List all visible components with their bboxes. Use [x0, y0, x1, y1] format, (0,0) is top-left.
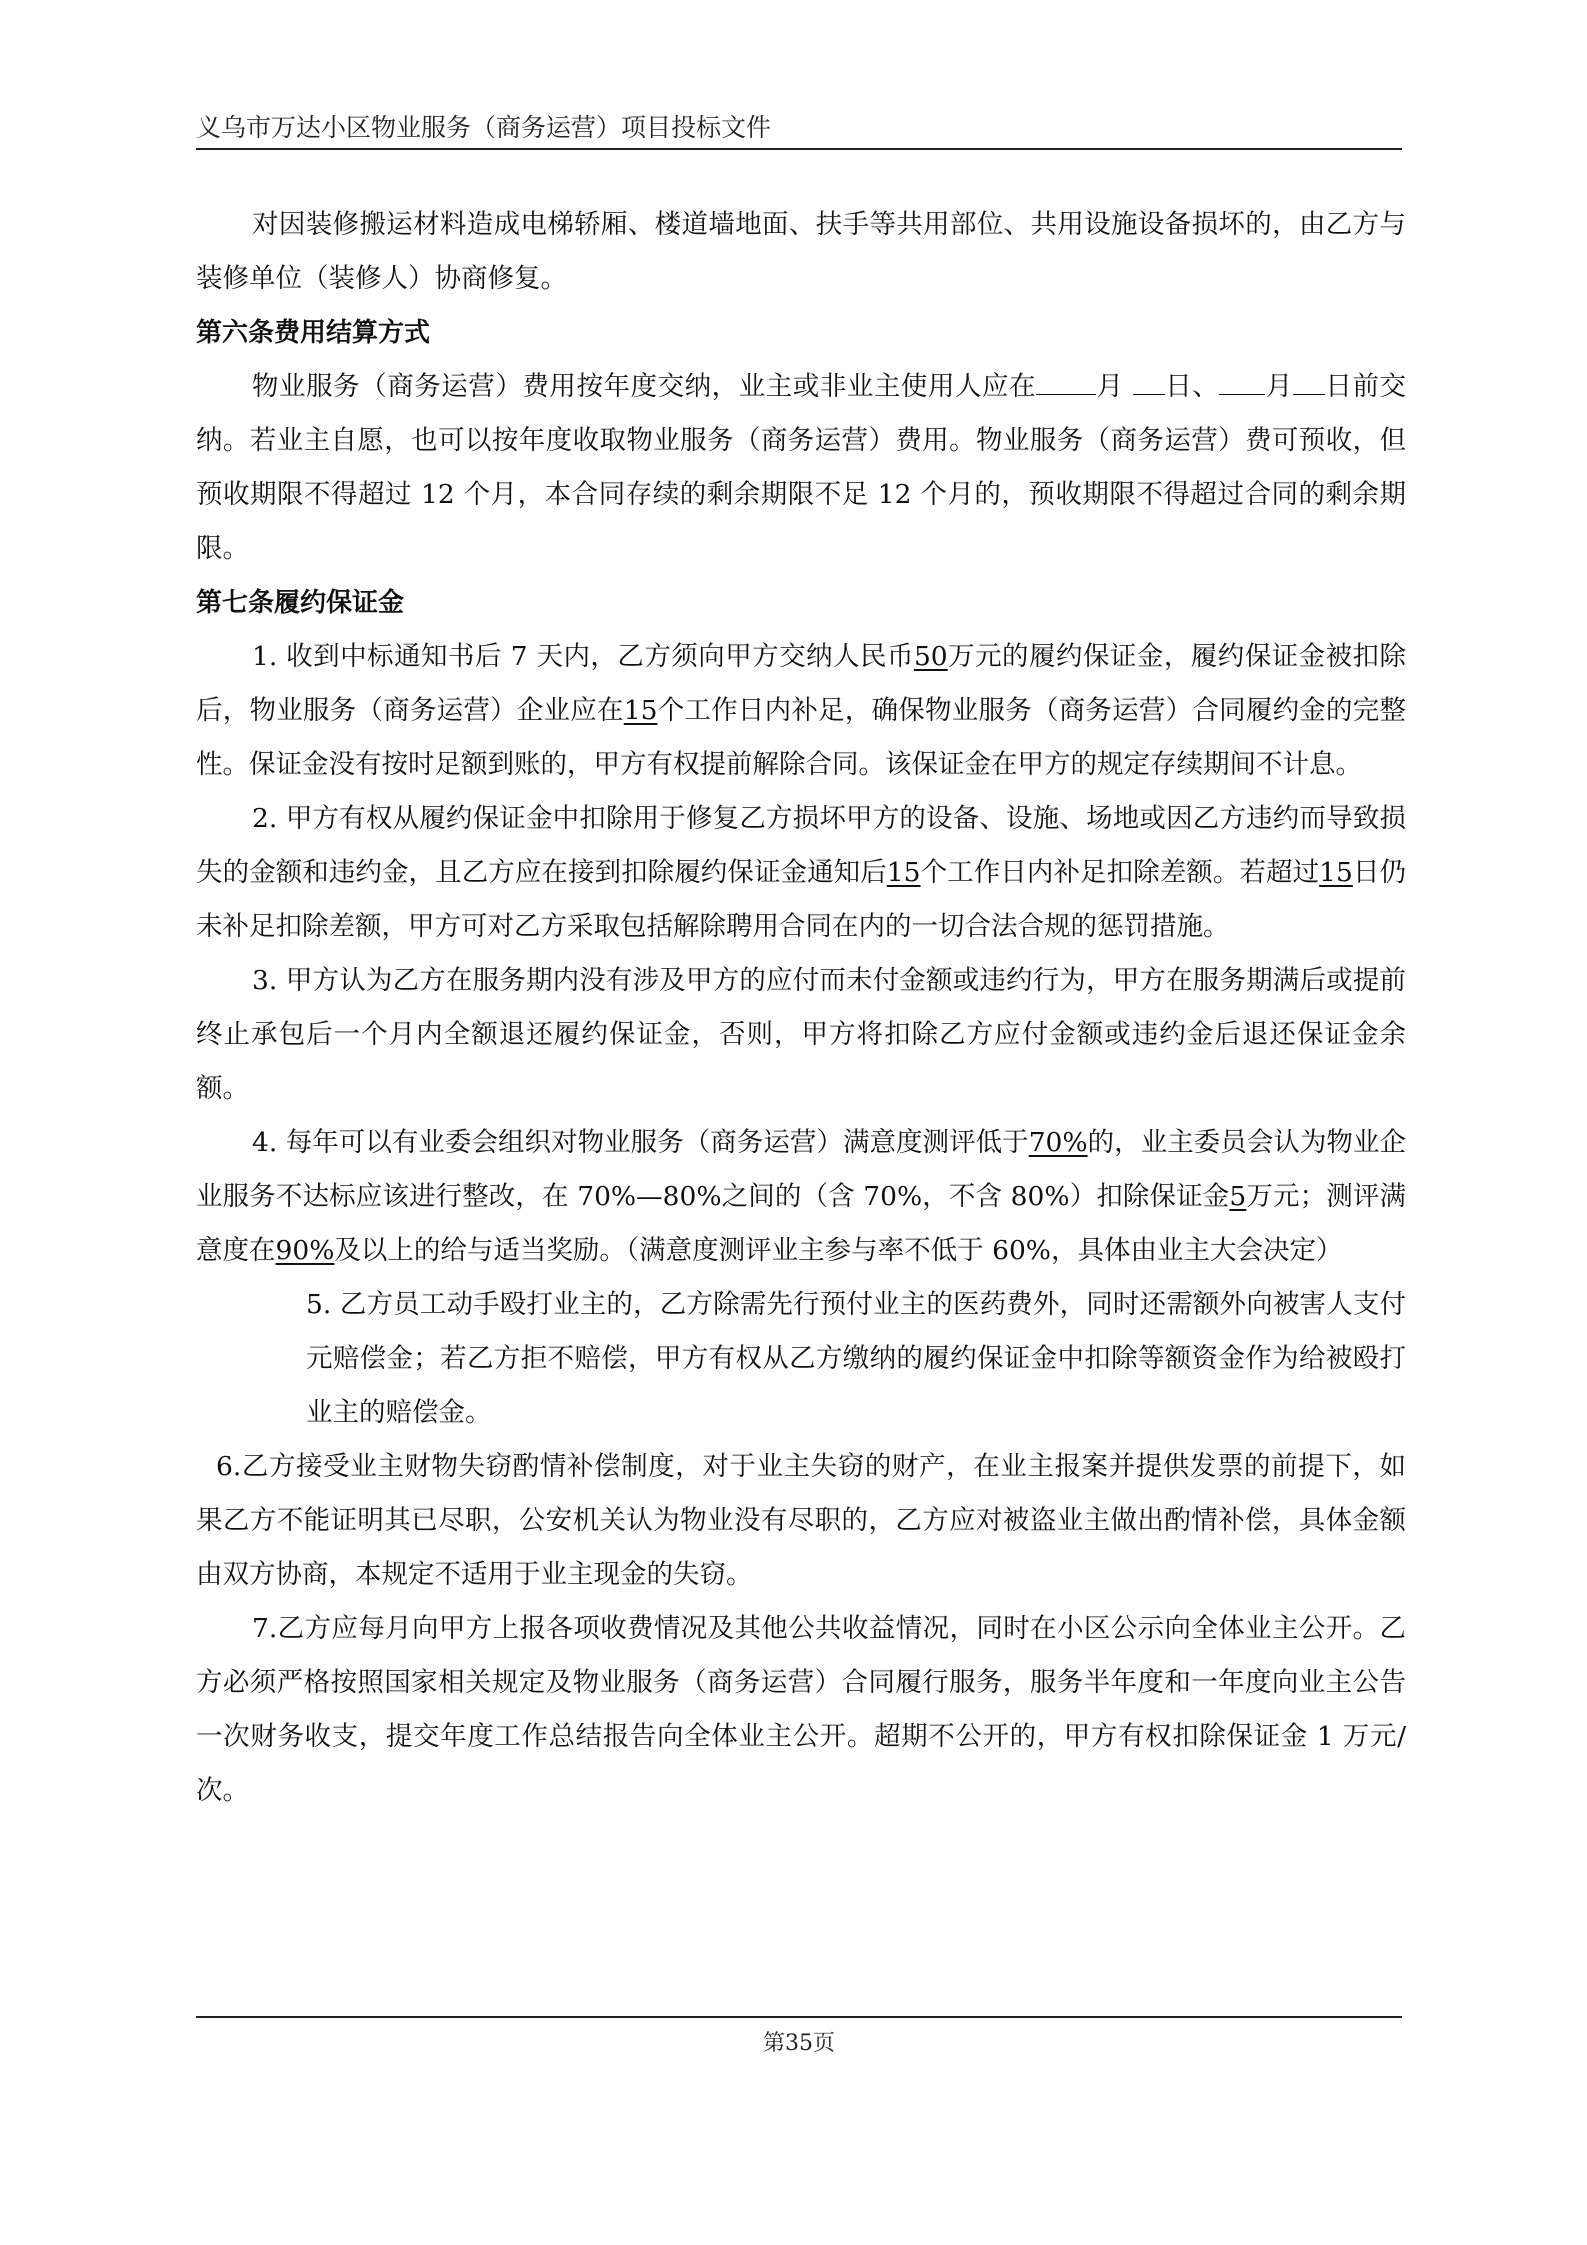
paragraph-intro: 对因装修搬运材料造成电梯轿厢、楼道墙地面、扶手等共用部位、共用设施设备损坏的，由乙方与装修单位（装修人）协商修复。	[196, 209, 1406, 294]
item-5: 5. 乙方员工动手殴打业主的，乙方除需先行预付业主的医药费外，同时还需额外向被害人支付元赔偿金；若乙方拒不赔偿，甲方有权从乙方缴纳的履约保证金中扣除等额资金作为给被殴打业主的赔偿金。	[306, 1289, 1406, 1428]
blank-month-2	[1219, 364, 1265, 395]
document-body	[196, 198, 1406, 1818]
item-2: 2. 甲方有权从履约保证金中扣除用于修复乙方损坏甲方的设备、设施、场地或因乙方违约而导致损失的金额和违约金，且乙方应在接到扣除履约保证金通知后15个工作日内补足扣除差额。若超过15日仍未补足扣除差额，甲方可对乙方采取包括解除聘用合同在内的一切合法合规的惩罚措施。	[196, 803, 1407, 942]
footer-divider	[196, 2016, 1402, 2018]
article-7-title: 第七条履约保证金	[196, 588, 405, 618]
item-6: 6.乙方接受业主财物失窃酌情补偿制度，对于业主失窃的财产，在业主报案并提供发票的前提下，如果乙方不能证明其已尽职，公安机关认为物业没有尽职的，乙方应对被盗业主做出酌情补偿，具体金额由双方协商，本规定不适用于业主现金的失窃。	[196, 1451, 1406, 1590]
blank-day-1	[1133, 364, 1165, 395]
item-7: 7.乙方应每月向甲方上报各项收费情况及其他公共收益情况，同时在小区公示向全体业主公开。乙方必须严格按照国家相关规定及物业服务（商务运营）合同履行服务，服务半年度和一年度向业主公告一次财务收支，提交年度工作总结报告向全体业主公开。超期不公开的，甲方有权扣除保证金 1 万元/次。	[196, 1613, 1406, 1806]
page-number: 第35页	[763, 2031, 835, 2056]
blank-day-2	[1293, 364, 1325, 395]
article-6-title: 第六条费用结算方式	[196, 318, 431, 348]
item-3: 3. 甲方认为乙方在服务期内没有涉及甲方的应付而未付金额或违约行为，甲方在服务期满后或提前终止承包后一个月内全额退还履约保证金，否则，甲方将扣除乙方应付金额或违约金后退还保证金余额。	[196, 965, 1406, 1104]
header-title: 义乌市万达小区物业服务（商务运营）项目投标文件	[196, 113, 772, 142]
item-1: 1. 收到中标通知书后 7 天内，乙方须向甲方交纳人民币50万元的履约保证金，履约保证金被扣除后，物业服务（商务运营）企业应在15个工作日内补足，确保物业服务（商务运营）合同履约金的完整性。保证金没有按时足额到账的，甲方有权提前解除合同。该保证金在甲方的规定存续期间不计息。	[196, 641, 1407, 780]
item-4: 4. 每年可以有业委会组织对物业服务（商务运营）满意度测评低于70%的，业主委员会认为物业企业服务不达标应该进行整改，在 70%—80%之间的（含 70%，不含 80%）扣除保证金5万元；测评满意度在90%及以上的给与适当奖励。（满意度测评业主参与率不低于 60%，具体由业主大会决定）	[196, 1127, 1407, 1266]
blank-month-1	[1036, 364, 1096, 395]
document-header	[196, 108, 1402, 150]
article-6-paragraph: 物业服务（商务运营）费用按年度交纳，业主或非业主使用人应在 月 日、 月 日前交纳。若业主自愿，也可以按年度收取物业服务（商务运营）费用。物业服务（商务运营）费可预收，但预收期限不得超过 12 个月，本合同存续的剩余期限不足 12 个月的，预收期限不得超过合同的剩余期限。	[196, 360, 1406, 576]
